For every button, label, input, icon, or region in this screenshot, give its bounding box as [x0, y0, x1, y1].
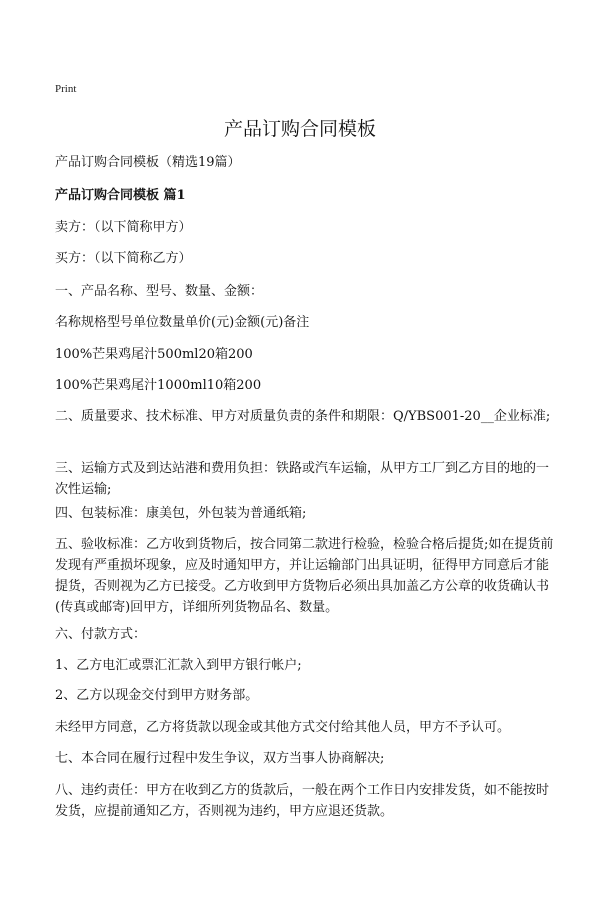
document-title: 产品订购合同模板 — [223, 118, 376, 140]
payment-note: 未经甲方同意，乙方将货款以现金或其他方式交付给其他人员，甲方不予认可。 — [55, 720, 511, 735]
product-line-1: 100%芒果鸡尾汁500ml20箱200 — [55, 347, 253, 362]
payment-item-1: 1、乙方电汇或票汇汇款入到甲方银行帐户; — [55, 658, 302, 673]
payment-item-2: 2、乙方以现金交付到甲方财务部。 — [55, 688, 259, 703]
print-label: Print — [55, 83, 77, 95]
product-table-header: 名称规格型号单位数量单价(元)金额(元)备注 — [55, 315, 310, 330]
clause-3: 三、运输方式及到达站港和费用负担：铁路或汽车运输，从甲方工厂到乙方目的地的一次性运输; — [55, 461, 550, 497]
clause-4: 四、包装标准：康美包，外包装为普通纸箱; — [55, 506, 307, 521]
clause-1-heading: 一、产品名称、型号、数量、金额： — [55, 284, 264, 299]
seller-line: 卖方：（以下简称甲方） — [55, 220, 192, 235]
clause-5: 五、验收标准：乙方收到货物后，按合同第二款进行检验，检验合格后提货;如在提货前发现有严重损坏现象，应及时通知甲方，并让运输部门出具证明，征得甲方同意后才能提货，否则视为乙方已接受。乙方收到甲方货物后必须出具加盖乙方公章的收货确认书(传真或邮寄)回甲方，详细所列货物品名、数量。 — [55, 537, 554, 615]
clause-2: 二、质量要求、技术标准、甲方对质量负责的条件和期限：Q/YBS001-20__企业标准; — [55, 409, 551, 424]
buyer-line: 买方：（以下简称乙方） — [55, 251, 192, 266]
clause-7: 七、本合同在履行过程中发生争议，双方当事人协商解决; — [55, 751, 385, 766]
section-heading: 产品订购合同模板 篇1 — [55, 188, 186, 203]
clause-6-heading: 六、付款方式： — [55, 627, 147, 642]
document-subtitle: 产品订购合同模板（精选19篇） — [55, 155, 241, 170]
product-line-2: 100%芒果鸡尾汁1000ml10箱200 — [55, 378, 262, 393]
clause-8: 八、违约责任：甲方在收到乙方的货款后，一般在两个工作日内安排发货，如不能按时发货，应提前通知乙方，否则视为违约，甲方应退还货款。 — [55, 783, 550, 819]
